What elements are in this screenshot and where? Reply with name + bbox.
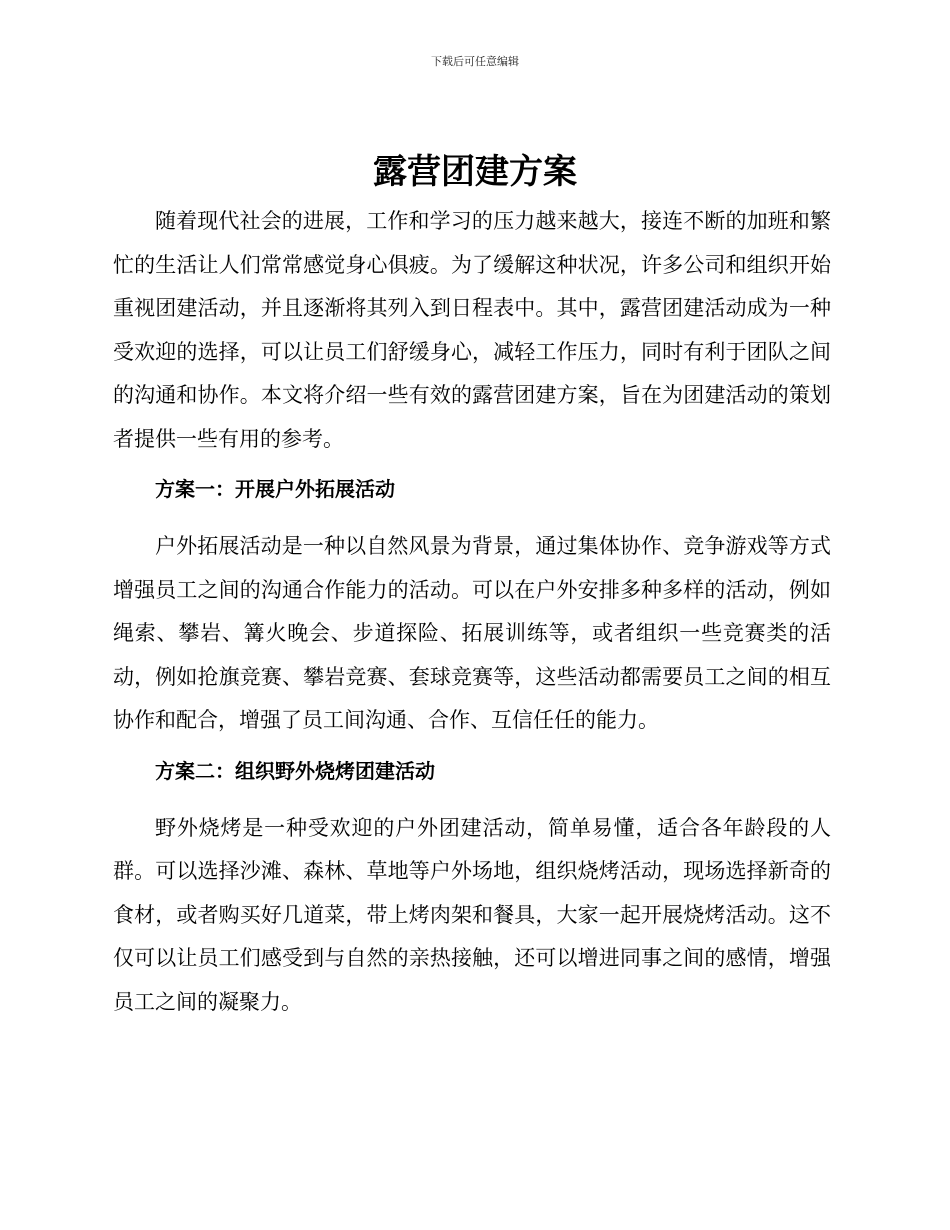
section-heading-1: 方案一：开展户外拓展活动	[155, 477, 395, 501]
section-heading-2: 方案二：组织野外烧烤团建活动	[155, 758, 435, 783]
page-header-note: 下载后可任意编辑	[431, 55, 519, 68]
spacer	[113, 503, 831, 525]
document-body	[113, 200, 831, 1024]
spacer	[113, 785, 831, 807]
intro-paragraph: 随着现代社会的进展，工作和学习的压力越来越大，接连不断的加班和繁忙的生活让人们常常感觉身心俱疲。为了缓解这种状况，许多公司和组织开始重视团建活动，并且逐渐将其列入到日程表中。其中，露营团建活动成为一种受欢迎的选择，可以让员工们舒缓身心，减轻工作压力，同时有利于团队之间的沟通和协作。本文将介绍一些有效的露营团建方案，旨在为团建活动的策划者提供一些有用的参考。	[113, 209, 831, 451]
page-title: 露营团建方案	[373, 152, 577, 192]
spacer	[113, 743, 831, 757]
section-body-2: 野外烧烤是一种受欢迎的户外团建活动，简单易懂，适合各年龄段的人群。可以选择沙滩、森林、草地等户外场地，组织烧烤活动，现场选择新奇的食材，或者购买好几道菜，带上烤肉架和餐具，大家一起开展烧烤活动。这不仅可以让员工们感受到与自然的亲热接触，还可以增进同事之间的感情，增强员工之间的凝聚力。	[113, 815, 831, 1014]
section-body-1: 户外拓展活动是一种以自然风景为背景，通过集体协作、竞争游戏等方式增强员工之间的沟通合作能力的活动。可以在户外安排多种多样的活动，例如绳索、攀岩、篝火晚会、步道探险、拓展训练等，或者组织一些竞赛类的活动，例如抢旗竞赛、攀岩竞赛、套球竞赛等，这些活动都需要员工之间的相互协作和配合，增强了员工间沟通、合作、互信任任的能力。	[113, 534, 831, 732]
spacer	[113, 461, 831, 475]
